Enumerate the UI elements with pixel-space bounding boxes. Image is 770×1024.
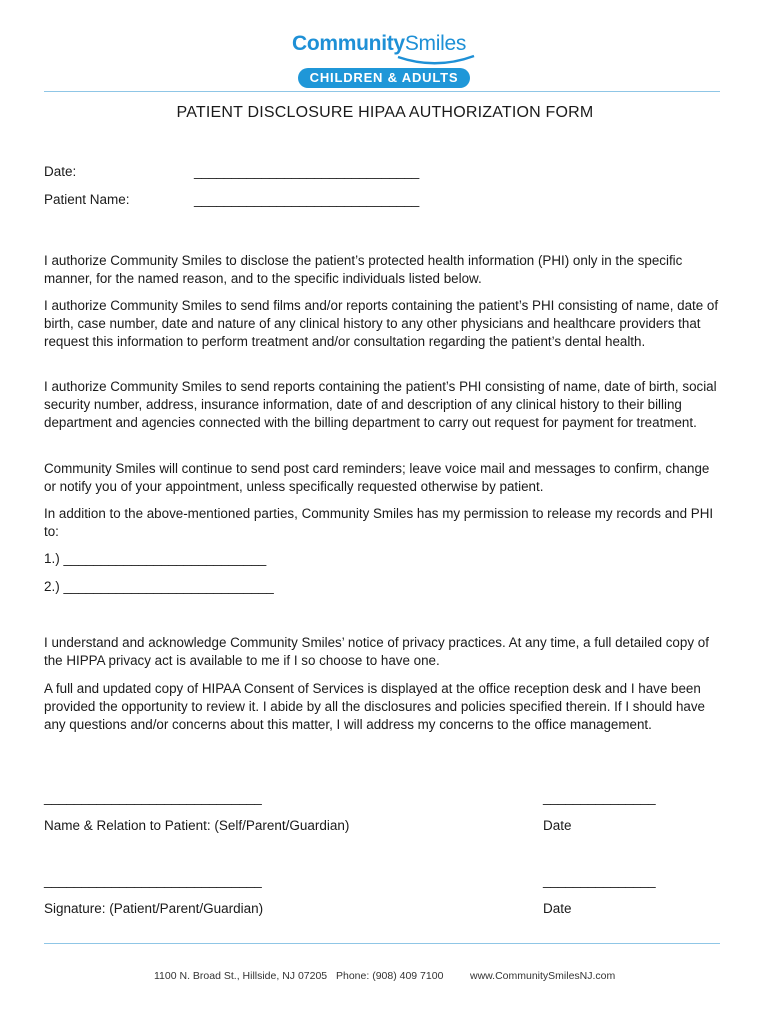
logo-wordmark (292, 32, 466, 56)
date-line-1[interactable]: _______________ (543, 790, 656, 805)
consent-acknowledgement: A full and updated copy of HIPAA Consent of Services is displayed at the office reception desk and I have been provided the opportunity to review it. I abide by all the disclosures and policies specified therein. If I should have any questions and/or concerns about this matter, I will address my concerns to the office management. (44, 681, 705, 732)
date-label: Date: (44, 164, 77, 179)
date-label-1: Date (543, 818, 572, 833)
community-smiles-logo (286, 28, 486, 92)
date-line-2[interactable]: _______________ (543, 873, 656, 888)
header-divider (44, 91, 720, 92)
date-label-2: Date (543, 901, 572, 916)
patient-name-label: Patient Name: (44, 192, 130, 207)
name-relation-line[interactable]: _____________________________ (44, 790, 262, 805)
footer-phone: Phone: (908) 409 7100 (336, 970, 444, 982)
footer-divider (44, 943, 720, 944)
patient-name-field[interactable]: ______________________________ (194, 192, 420, 207)
authorization-paragraph-3: I authorize Community Smiles to send reports containing the patient’s PHI consisting of name, date of birth, social security number, address, insurance information, date of and description of any clinical history to their billing department and agencies connected with the billing department to carry out request for payment for treatment. (44, 379, 717, 430)
reminder-paragraph: Community Smiles will continue to send post card reminders; leave voice mail and messages to confirm, change or notify you of your appointment, unless specifically requested otherwise by patient. (44, 461, 710, 494)
date-field[interactable]: ______________________________ (194, 164, 420, 179)
footer-website[interactable]: www.CommunitySmilesNJ.com (470, 970, 616, 982)
logo-name-part2: Smiles (404, 32, 467, 55)
logo-name-part1: Community (292, 32, 405, 55)
recipient-2-field[interactable]: 2.) ____________________________ (44, 579, 274, 594)
authorization-paragraph-1: I authorize Community Smiles to disclose the patient’s protected health information (PHI) only in the specific manner, for the named reason, and to the specific individuals listed below. (44, 253, 683, 286)
smile-arc-icon (396, 54, 476, 68)
authorization-paragraph-2: I authorize Community Smiles to send films and/or reports containing the patient’s PHI consisting of name, date of birth, case number, date and nature of any clinical history to any other physicians and healthcare providers that request this information to perform treatment and/or consultation regarding the patient’s dental health. (44, 298, 719, 349)
recipient-1-field[interactable]: 1.) ___________________________ (44, 551, 267, 566)
logo-tagline: CHILDREN & ADULTS (298, 68, 470, 88)
name-relation-label: Name & Relation to Patient: (Self/Parent/Guardian) (44, 818, 350, 833)
footer-address: 1100 N. Broad St., Hillside, NJ 07205 (154, 970, 328, 982)
signature-label: Signature: (Patient/Parent/Guardian) (44, 901, 264, 916)
form-title: PATIENT DISCLOSURE HIPAA AUTHORIZATION FORM (176, 104, 594, 121)
signature-line[interactable]: _____________________________ (44, 873, 262, 888)
release-paragraph: In addition to the above-mentioned parties, Community Smiles has my permission to release my records and PHI to: (44, 506, 714, 539)
privacy-acknowledgement: I understand and acknowledge Community Smiles’ notice of privacy practices. At any time, a full detailed copy of the HIPPA privacy act is available to me if I so choose to have one. (44, 635, 709, 668)
